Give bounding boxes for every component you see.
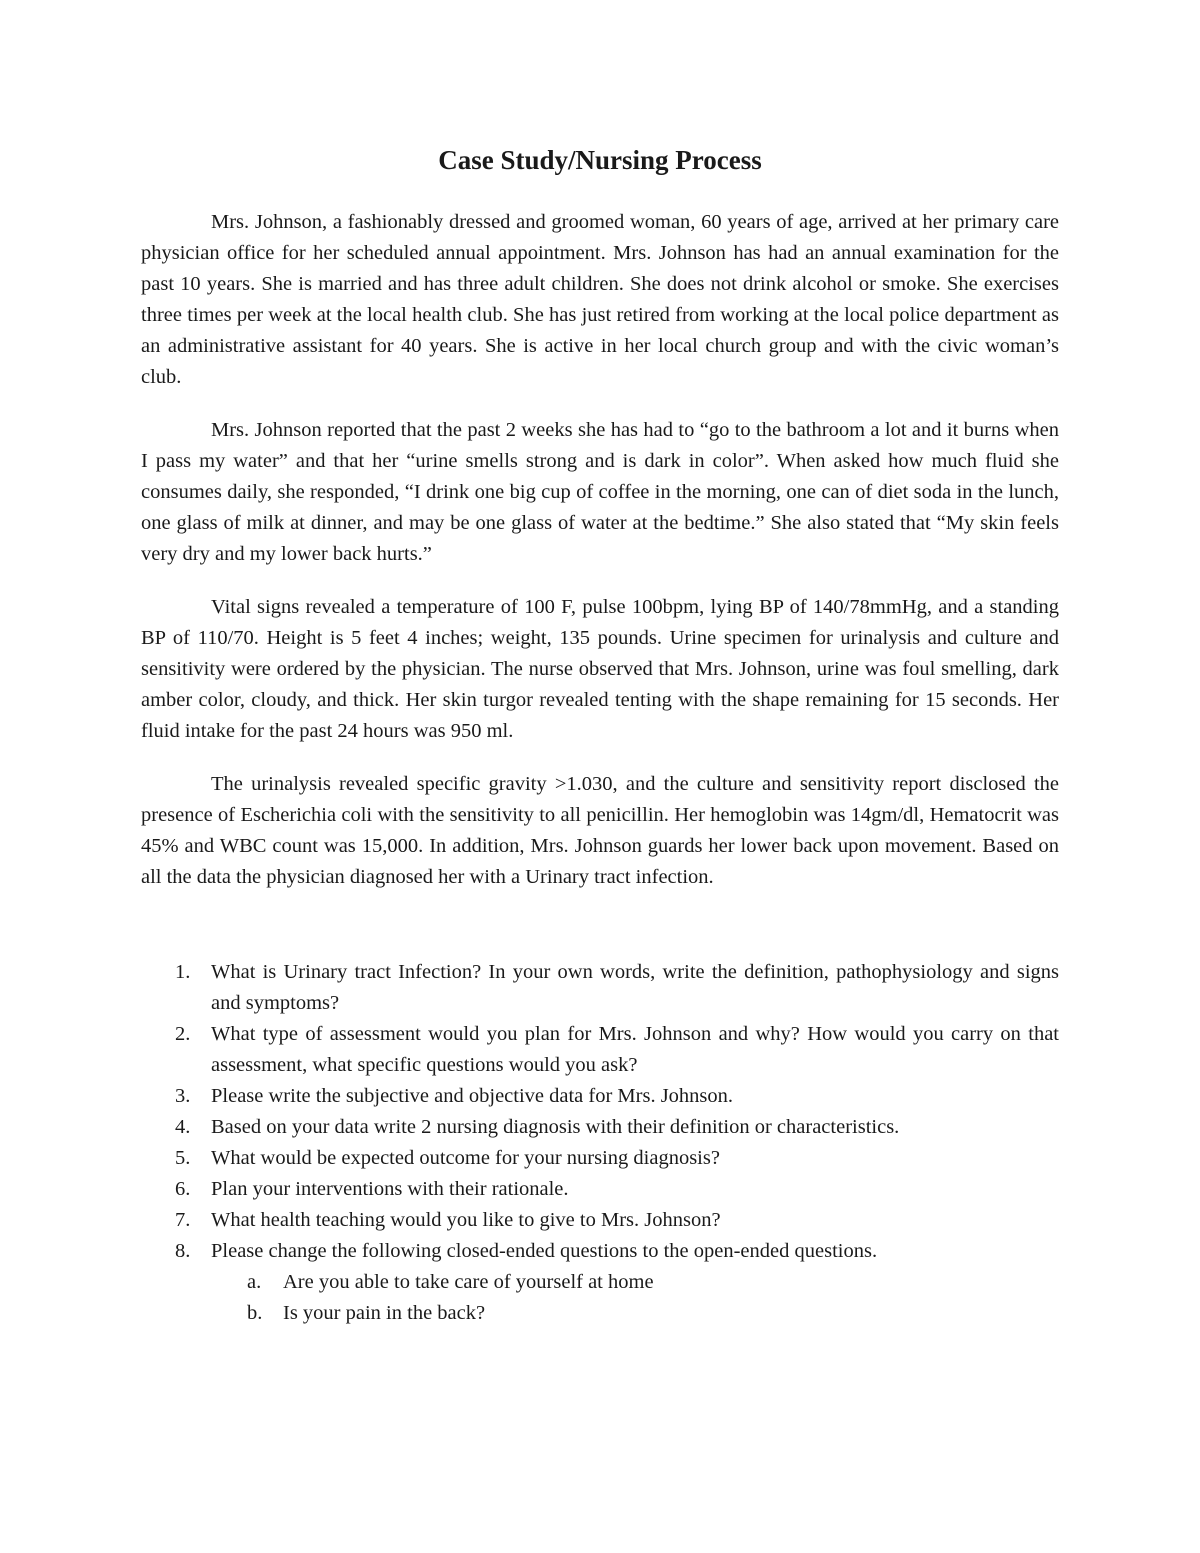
question-item — [141, 1081, 1059, 1112]
paragraph-lab-results: The urinalysis revealed specific gravity >1.030, and the culture and sensitivity report disclosed the presence of Escherichia coli with the sensitivity to all penicillin. Her hemoglobin was 14gm/dl, Hematocrit was 45% and WBC count was 15,000. In addition, Mrs. Johnson guards her lower back upon movement. Based on all the data the physician diagnosed her with a Urinary tract infection. — [141, 773, 1059, 888]
question-number: 4. — [175, 1116, 191, 1138]
question-number: 2. — [175, 1023, 191, 1045]
question-item — [141, 1174, 1059, 1205]
question-list — [141, 957, 1059, 1329]
question-text: What health teaching would you like to give to Mrs. Johnson? — [211, 1209, 721, 1231]
question-number: 8. — [175, 1240, 191, 1262]
subquestion-item — [211, 1298, 1059, 1329]
question-text: What type of assessment would you plan for Mrs. Johnson and why? How would you carry on that assessment, what specific questions would you ask? — [211, 1023, 1059, 1076]
subquestion-text: Are you able to take care of yourself at home — [283, 1271, 654, 1293]
question-text: What is Urinary tract Infection? In your own words, write the definition, pathophysiology and signs and symptoms? — [211, 961, 1059, 1014]
question-item — [141, 1143, 1059, 1174]
question-text: Plan your interventions with their rationale. — [211, 1178, 569, 1200]
subquestion-text: Is your pain in the back? — [283, 1302, 486, 1324]
subquestion-letter: b. — [247, 1302, 263, 1324]
paragraph-patient-report: Mrs. Johnson reported that the past 2 weeks she has had to “go to the bathroom a lot and it burns when I pass my water” and that her “urine smells strong and is dark in color”. When asked how much fluid she consumes daily, she responded, “I drink one big cup of coffee in the morning, one can of diet soda in the lunch, one glass of milk at dinner, and may be one glass of water at the bedtime.” She also stated that “My skin feels very dry and my lower back hurts.” — [141, 419, 1059, 565]
question-number: 1. — [175, 961, 191, 983]
page-title: Case Study/Nursing Process — [438, 145, 762, 175]
question-number: 6. — [175, 1178, 191, 1200]
question-text: Please write the subjective and objective data for Mrs. Johnson. — [211, 1085, 734, 1107]
question-text: Please change the following closed-ended questions to the open-ended questions. — [211, 1240, 878, 1262]
question-text: Based on your data write 2 nursing diagnosis with their definition or characteristics. — [211, 1116, 900, 1138]
question-item — [141, 957, 1059, 1019]
question-item — [141, 1112, 1059, 1143]
question-number: 3. — [175, 1085, 191, 1107]
subquestion-list — [211, 1267, 1059, 1329]
paragraph-vital-signs: Vital signs revealed a temperature of 100 F, pulse 100bpm, lying BP of 140/78mmHg, and a standing BP of 110/70. Height is 5 feet 4 inches; weight, 135 pounds. Urine specimen for urinalysis and culture and sensitivity were ordered by the physician. The nurse observed that Mrs. Johnson, urine was foul smelling, dark amber color, cloudy, and thick. Her skin turgor revealed tenting with the shape remaining for 15 seconds. Her fluid intake for the past 24 hours was 950 ml. — [141, 596, 1059, 742]
question-item — [141, 1205, 1059, 1236]
document-page — [141, 140, 1059, 1329]
question-number: 5. — [175, 1147, 191, 1169]
question-number: 7. — [175, 1209, 191, 1231]
question-text: What would be expected outcome for your nursing diagnosis? — [211, 1147, 720, 1169]
question-item — [141, 1236, 1059, 1329]
question-item — [141, 1019, 1059, 1081]
subquestion-item — [211, 1267, 1059, 1298]
subquestion-letter: a. — [247, 1271, 262, 1293]
paragraph-patient-background: Mrs. Johnson, a fashionably dressed and groomed woman, 60 years of age, arrived at her primary care physician office for her scheduled annual appointment. Mrs. Johnson has had an annual examination for the past 10 years. She is married and has three adult children. She does not drink alcohol or smoke. She exercises three times per week at the local health club. She has just retired from working at the local police department as an administrative assistant for 40 years. She is active in her local church group and with the civic woman’s club. — [141, 211, 1059, 388]
